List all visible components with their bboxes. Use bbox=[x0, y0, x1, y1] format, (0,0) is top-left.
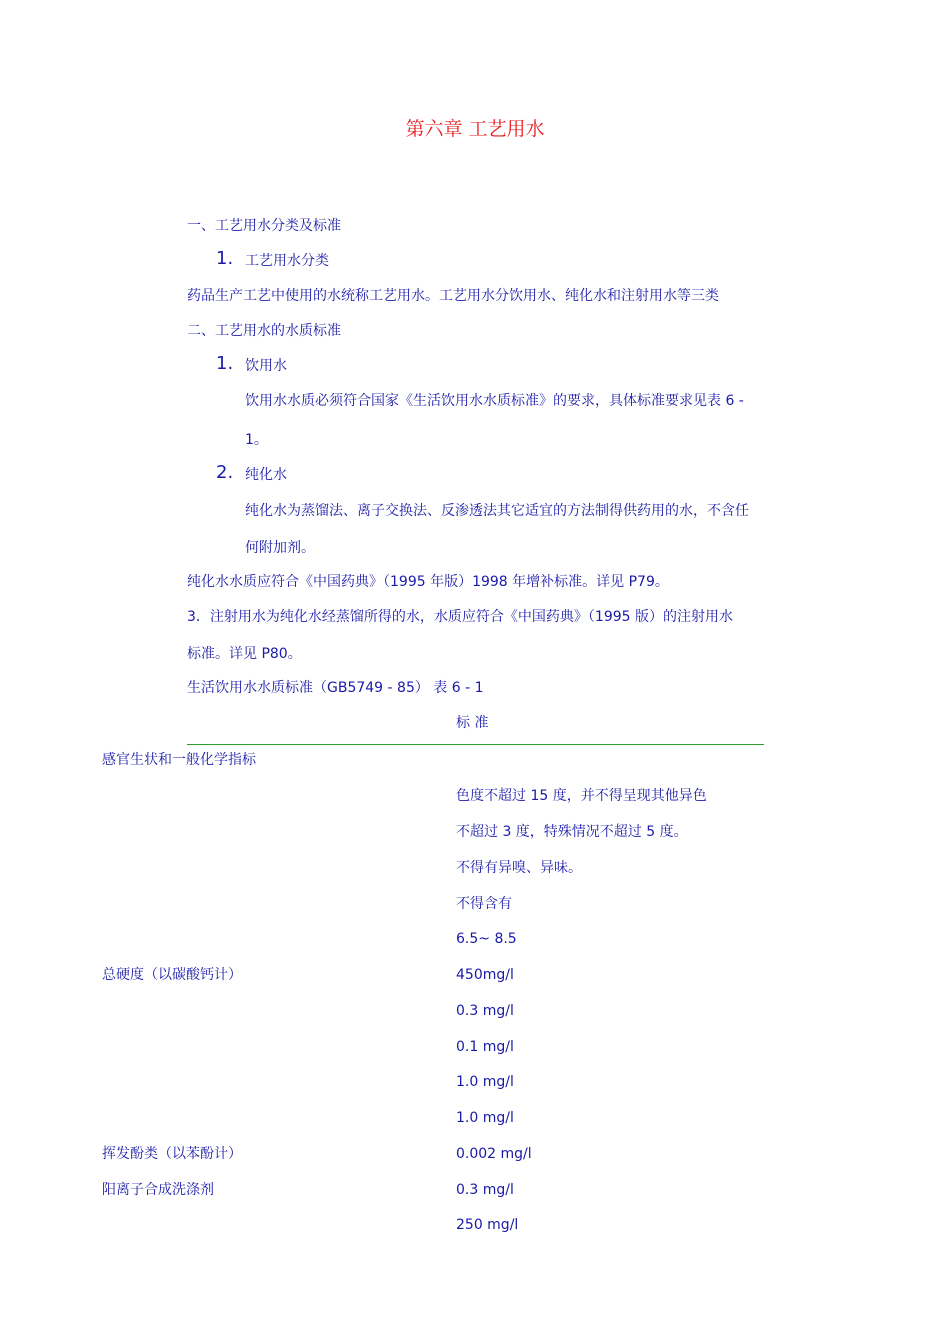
section2-item2-text-line1: 纯化水为蒸馏法、离子交换法、反渗透法其它适宜的方法制得供药用的水，不含任 bbox=[245, 503, 749, 519]
row-standard: 6.5~ 8.5 bbox=[456, 931, 517, 947]
row-standard: 1.0 mg/l bbox=[456, 1110, 514, 1126]
section2-item1-label: 饮用水 bbox=[245, 358, 287, 374]
row-standard: 0.002 mg/l bbox=[456, 1146, 532, 1162]
section1-item1-number: 1. bbox=[216, 248, 234, 269]
table-group-heading: 感官生状和一般化学指标 bbox=[102, 752, 256, 768]
section2-item1-number: 1. bbox=[216, 353, 234, 374]
section2-item2-label: 纯化水 bbox=[245, 467, 287, 483]
row-standard: 1.0 mg/l bbox=[456, 1074, 514, 1090]
row-standard: 色度不超过 15 度，并不得呈现其他异色 bbox=[456, 788, 707, 804]
section2-item1-text-line2: 1。 bbox=[245, 432, 268, 448]
row-standard: 0.3 mg/l bbox=[456, 1182, 514, 1198]
row-item: 总硬度（以碳酸钙计） bbox=[102, 967, 242, 983]
table-caption: 生活饮用水水质标准（GB5749 - 85） 表 6 - 1 bbox=[187, 680, 484, 696]
purified-water-quality: 纯化水水质应符合《中国药典》（1995 年版）1998 年增补标准。详见 P79。 bbox=[187, 574, 669, 590]
row-item: 阳离子合成洗涤剂 bbox=[102, 1182, 214, 1198]
section1-paragraph: 药品生产工艺中使用的水统称工艺用水。工艺用水分饮用水、纯化水和注射用水等三类 bbox=[187, 288, 719, 304]
section2-item2-text-line2: 何附加剂。 bbox=[245, 540, 315, 556]
page-title: 第六章 工艺用水 bbox=[405, 118, 545, 140]
section2-item1-text-line1: 饮用水水质必须符合国家《生活饮用水水质标准》的要求，具体标准要求见表 6 - bbox=[245, 393, 744, 409]
row-standard: 不得有异嗅、异味。 bbox=[456, 860, 582, 876]
section1-heading: 一、工艺用水分类及标准 bbox=[187, 218, 341, 234]
section2-item2-number: 2. bbox=[216, 462, 234, 483]
row-standard: 450mg/l bbox=[456, 967, 514, 983]
row-standard: 250 mg/l bbox=[456, 1217, 519, 1233]
section2-heading: 二、工艺用水的水质标准 bbox=[187, 323, 341, 339]
row-standard: 不超过 3 度，特殊情况不超过 5 度。 bbox=[456, 824, 688, 840]
row-standard: 0.3 mg/l bbox=[456, 1003, 514, 1019]
section2-item3-line1: 3．注射用水为纯化水经蒸馏所得的水，水质应符合《中国药典》（1995 版）的注射用水 bbox=[187, 609, 733, 625]
table-header-standard: 标 准 bbox=[456, 715, 489, 731]
section2-item3-line2: 标准。详见 P80。 bbox=[187, 646, 302, 662]
table-divider bbox=[187, 744, 764, 745]
row-item: 挥发酚类（以苯酚计） bbox=[102, 1146, 242, 1162]
row-standard: 不得含有 bbox=[456, 896, 512, 912]
section1-item1-label: 工艺用水分类 bbox=[245, 253, 329, 269]
row-standard: 0.1 mg/l bbox=[456, 1039, 514, 1055]
